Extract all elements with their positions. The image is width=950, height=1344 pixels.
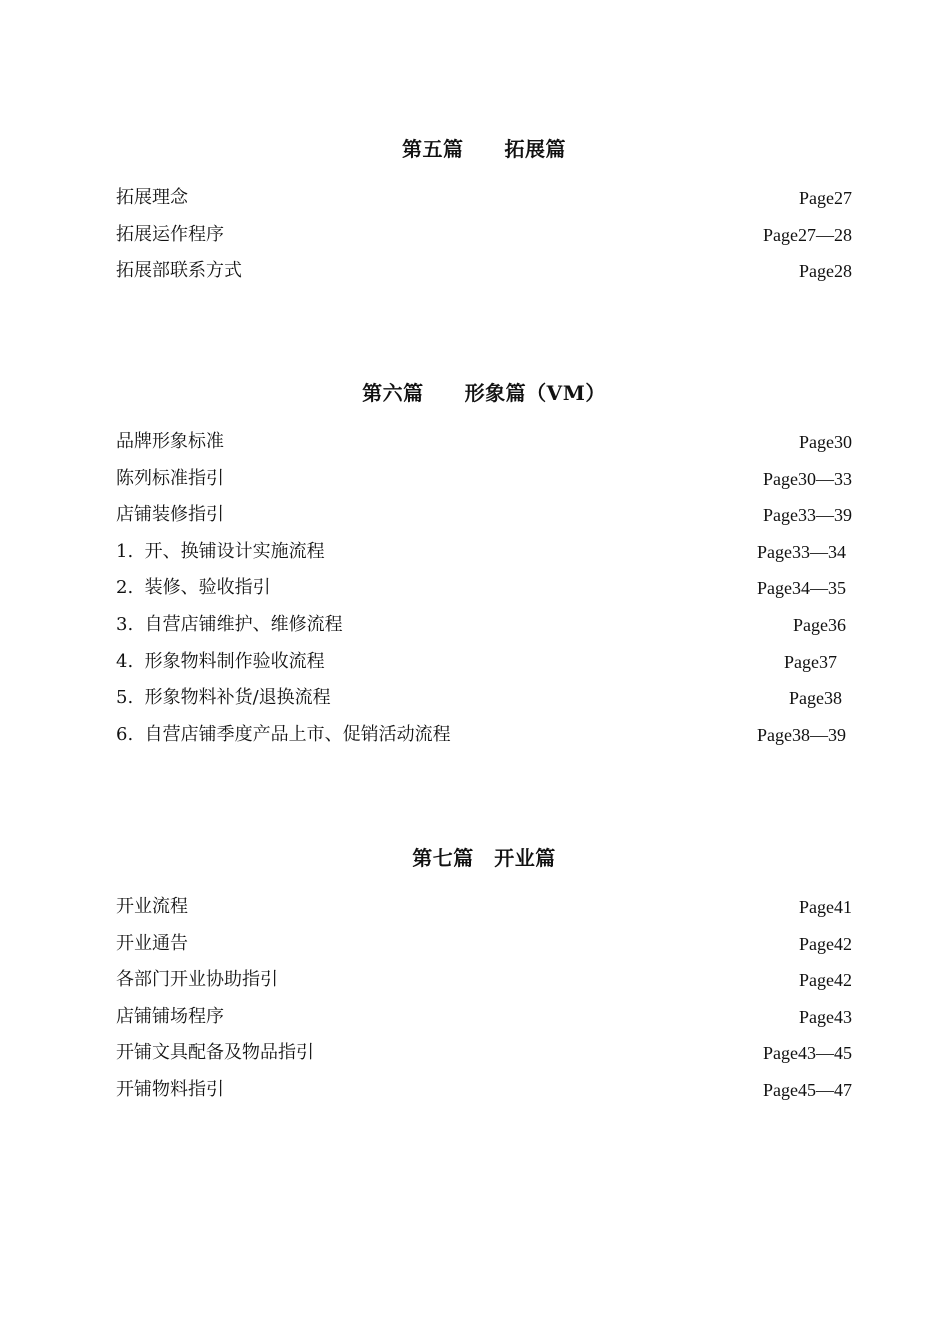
toc-entry-label: 开业通告 [116,932,188,954]
toc-entry-label: 1. 开、换铺设计实施流程 [116,540,325,562]
toc-entry-page: Page42 [799,933,852,954]
toc-entry-page: Page37 [784,651,837,672]
toc-entry-label: 5. 形象物料补货/退换流程 [116,687,331,709]
toc-entry-page: Page27 [799,188,852,208]
toc-entry-label: 店铺装修指引 [116,504,224,526]
toc-entry [116,186,852,223]
toc-entry-label: 4. 形象物料制作验收流程 [116,650,325,672]
toc-entry-page: Page28 [799,261,852,282]
toc-entry-page: Page27—28 [763,224,852,245]
toc-entry-page: Page33—34 [757,541,846,562]
toc-entry-page: Page33—39 [763,505,852,526]
toc-entry-page: Page34—35 [757,578,846,599]
toc-entry-page: Page38 [789,688,842,709]
toc-entry [116,1078,852,1115]
section-expansion [116,135,852,296]
toc-entry-label: 陈列标准指引 [116,467,224,489]
section-image-vm [116,379,852,759]
toc-entry-label: 品牌形象标准 [116,431,224,452]
toc-entry-label: 开业流程 [116,896,188,917]
toc-entry-label: 2. 装修、验收指引 [116,577,271,599]
toc-entry [116,1005,852,1042]
toc-entry-label: 6. 自营店铺季度产品上市、促销活动流程 [116,723,451,745]
toc-entry [116,430,852,467]
toc-entry-label: 拓展运作程序 [116,223,224,245]
toc-entry-page: Page42 [799,970,852,991]
toc-entry-label: 开铺物料指引 [116,1078,224,1100]
toc-entry-label: 开铺文具配备及物品指引 [116,1042,314,1064]
toc-entry [116,895,852,932]
toc-entry-page: Page45—47 [763,1079,852,1100]
section-opening [116,844,852,1115]
toc-subentry [116,576,852,613]
toc-entry-page: Page30 [799,432,852,452]
toc-entry-page: Page41 [799,897,852,917]
toc-entries [116,186,852,296]
section-title: 第五篇 拓展篇 [402,137,566,161]
section-title: 第七篇 开业篇 [412,846,556,870]
toc-entry-page: Page43—45 [763,1043,852,1064]
toc-entry [116,467,852,504]
toc-entry-label: 3. 自营店铺维护、维修流程 [116,613,343,635]
toc-subentry [116,540,852,577]
toc-subentry [116,723,852,760]
toc-entry-label: 拓展理念 [116,187,188,208]
toc-entry-page: Page36 [793,614,846,635]
toc-entries [116,895,852,1115]
toc-entry-label: 拓展部联系方式 [116,260,242,282]
toc-subentry [116,650,852,687]
toc-entry [116,503,852,540]
toc-entry-label: 各部门开业协助指引 [116,969,278,991]
toc-entries [116,430,852,759]
toc-entry-page: Page30—33 [763,468,852,489]
toc-entry-label: 店铺铺场程序 [116,1005,224,1027]
toc-subentry [116,613,852,650]
toc-entry-page: Page43 [799,1006,852,1027]
toc-entry [116,259,852,296]
toc-entry [116,968,852,1005]
toc-subentry [116,686,852,723]
toc-entry [116,1041,852,1078]
toc-entry [116,223,852,260]
section-title: 第六篇 形象篇（VM） [362,381,606,405]
toc-entry [116,932,852,969]
toc-entry-page: Page38—39 [757,724,846,745]
